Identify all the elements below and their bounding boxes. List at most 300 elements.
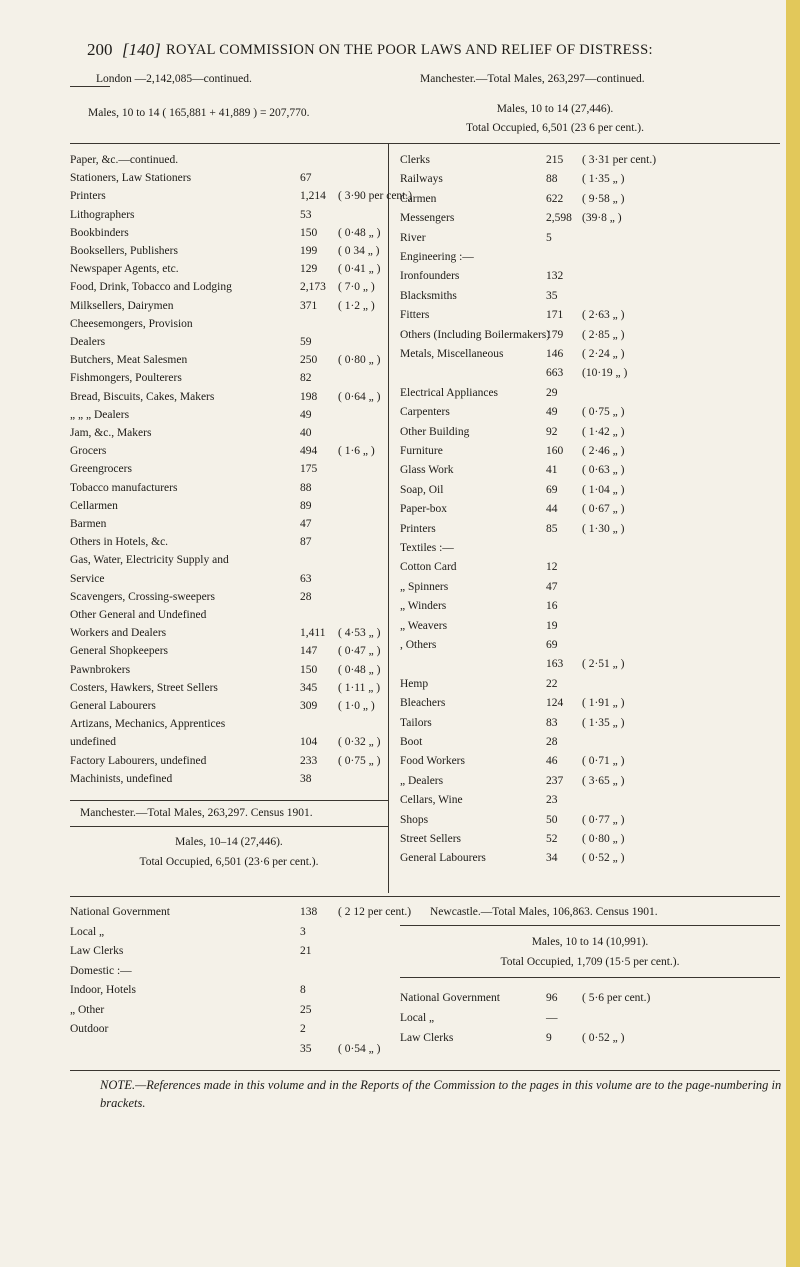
row-label: Ironfounders: [400, 270, 460, 283]
row-label: Pawnbrokers: [70, 663, 131, 676]
row-label: Paper-box: [400, 503, 448, 516]
row-label: Cellars, Wine: [400, 794, 463, 807]
row-count: 28: [300, 590, 312, 603]
table-row: [400, 329, 780, 347]
row-label: Greengrocers: [70, 463, 132, 476]
table-row: [400, 697, 780, 715]
london-title: London —2,142,085—continued.: [96, 73, 252, 85]
row-count: 34: [546, 852, 558, 865]
table-row: [400, 775, 780, 793]
newcastle-occupied: Total Occupied, 1,709 (15·5 per cent.).: [500, 956, 680, 968]
row-count: 124: [546, 697, 564, 710]
table-row: [70, 172, 388, 190]
table-row: [70, 554, 388, 572]
table-row: [400, 290, 780, 308]
table-row: [70, 965, 388, 983]
table-row: [400, 992, 780, 1010]
row-label: Bleachers: [400, 697, 446, 710]
table-row: [400, 503, 780, 521]
row-percentage: ( 1·42 „ ): [582, 425, 625, 438]
row-percentage: ( 3·31 per cent.): [582, 154, 657, 166]
table-row: [70, 1023, 388, 1041]
table-row: [70, 190, 413, 208]
row-percentage: ( 3·65 „ ): [582, 774, 625, 787]
row-label: , Others: [400, 639, 437, 651]
row-count: 23: [546, 794, 558, 807]
row-label: Other Building: [400, 425, 470, 438]
row-count: 29: [546, 386, 558, 399]
row-label: Service: [70, 572, 105, 585]
row-count: 44: [546, 503, 558, 516]
london-males: Males, 10 to 14 ( 165,881 + 41,889 ) = 207,770.: [88, 107, 310, 119]
row-label: Hemp: [400, 677, 429, 690]
row-percentage: ( 5·6 per cent.): [582, 992, 651, 1004]
row-label: Lithographers: [70, 208, 135, 221]
table-row: [70, 445, 388, 463]
row-percentage: ( 0 34 „ ): [338, 245, 380, 257]
table-row: [70, 482, 388, 500]
row-count: 19: [546, 619, 558, 632]
row-percentage: ( 1·35 „ ): [582, 173, 625, 186]
row-count: 21: [300, 945, 312, 957]
row-count: 85: [546, 522, 558, 535]
row-count: 150: [300, 663, 318, 676]
row-count: 2: [300, 1023, 306, 1035]
row-count: 67: [300, 172, 312, 185]
row-count: 35: [300, 1042, 312, 1055]
row-percentage: ( 2·46 „ ): [582, 445, 625, 457]
row-count: 49: [546, 406, 558, 419]
row-label: Butchers, Meat Salesmen: [70, 354, 188, 367]
row-count: 89: [300, 499, 312, 512]
footnote: NOTE.—References made in this volume and in the Reports of the Commission to the pages in this volume are to the page-numbering in brackets.: [100, 1078, 782, 1110]
row-label: Cotton Card: [400, 561, 457, 574]
row-count: 87: [300, 536, 312, 549]
row-count: 82: [300, 372, 312, 385]
manchester-continued-title: Manchester.—Total Males, 263,297—continued.: [420, 73, 645, 85]
row-label: Stationers, Law Stationers: [70, 172, 192, 185]
table-row: [400, 814, 780, 832]
table-row: [400, 717, 780, 735]
row-label: Blacksmiths: [400, 289, 457, 302]
row-count: —: [546, 1012, 558, 1024]
row-label: Law Clerks: [70, 945, 124, 957]
row-count: 63: [300, 572, 312, 585]
row-label: Carmen: [400, 192, 437, 205]
table-row: [70, 209, 388, 227]
row-percentage: ( 0·41 „ ): [338, 263, 381, 276]
row-count: 1,411: [300, 627, 326, 640]
table-row: [70, 372, 388, 390]
table-row: [70, 1004, 388, 1022]
table-row: [70, 682, 388, 700]
table-row: [400, 193, 780, 211]
row-percentage: (10·19 „ ): [582, 367, 628, 380]
row-label: Artizans, Mechanics, Apprentices: [70, 718, 226, 731]
table-row: [70, 227, 388, 245]
table-row: [400, 678, 780, 696]
table-row: [70, 700, 388, 718]
manchester-census-occupied: Total Occupied, 6,501 (23·6 per cent.).: [139, 856, 319, 868]
table-row: [70, 427, 388, 445]
row-label: Printers: [70, 190, 106, 203]
row-percentage: ( 0·32 „ ): [338, 736, 381, 749]
table-row: [400, 348, 780, 366]
row-label: General Labourers: [400, 852, 486, 865]
row-label: Railways: [400, 173, 443, 186]
row-count: 215: [546, 154, 564, 166]
row-label: „ Dealers: [400, 774, 444, 787]
row-percentage: ( 1·0 „ ): [338, 700, 375, 712]
row-label: Textiles :—: [400, 542, 454, 554]
row-percentage: ( 1·2 „ ): [338, 299, 375, 312]
row-label: Others (Including Boilermakers): [400, 328, 551, 341]
row-count: 47: [546, 580, 558, 593]
row-percentage: ( 1·11 „ ): [338, 681, 381, 694]
row-count: 92: [546, 425, 558, 438]
table-row: [400, 387, 780, 405]
row-count: 2,173: [300, 281, 326, 294]
row-percentage: ( 0·77 „ ): [582, 813, 625, 826]
row-percentage: ( 0·75 „ ): [582, 406, 625, 419]
row-label: Engineering :—: [400, 251, 474, 263]
row-count: 233: [300, 754, 318, 767]
table-row: [70, 500, 388, 518]
row-count: 41: [546, 464, 558, 477]
row-label: Milksellers, Dairymen: [70, 299, 174, 312]
table-row: [400, 639, 780, 657]
row-percentage: ( 0·48 „ ): [338, 663, 381, 676]
row-label: undefined: [70, 736, 116, 749]
table-row: [400, 523, 780, 541]
row-count: 1,214: [300, 190, 326, 203]
table-row: [400, 232, 780, 250]
row-percentage: ( 4·53 „ ): [338, 627, 381, 640]
row-percentage: ( 0·67 „ ): [582, 503, 625, 516]
row-label: Other General and Undefined: [70, 609, 207, 621]
row-count: 47: [300, 518, 312, 530]
row-label: „ Spinners: [400, 580, 449, 593]
row-count: 3: [300, 925, 306, 938]
row-label: Tobacco manufacturers: [70, 481, 178, 494]
table-row: [70, 627, 388, 645]
row-percentage: ( 1·6 „ ): [338, 445, 375, 458]
row-count: 104: [300, 736, 318, 749]
row-percentage: ( 0·71 „ ): [582, 755, 625, 768]
table-row: [400, 251, 780, 269]
lower-rule: [70, 896, 780, 897]
table-row: [400, 600, 780, 618]
table-row: [70, 518, 388, 536]
row-label: Scavengers, Crossing-sweepers: [70, 590, 215, 603]
row-label: Jam, &c., Makers: [70, 427, 152, 439]
row-percentage: ( 1·30 „ ): [582, 522, 625, 535]
row-count: 53: [300, 208, 312, 221]
row-count: 46: [546, 755, 558, 768]
row-count: 12: [546, 561, 558, 574]
row-label: Workers and Dealers: [70, 627, 167, 640]
row-label: Tailors: [400, 716, 432, 729]
row-label: Boot: [400, 736, 423, 748]
table-row: [70, 409, 388, 427]
row-percentage: ( 0·47 „ ): [338, 645, 381, 658]
row-count: 371: [300, 299, 318, 312]
row-label: Domestic :—: [70, 964, 132, 977]
row-count: 16: [546, 600, 558, 613]
row-percentage: ( 0·52 „ ): [582, 852, 625, 865]
row-label: General Shopkeepers: [70, 645, 169, 658]
row-percentage: (39·8 „ ): [582, 212, 622, 225]
row-label: General Labourers: [70, 700, 156, 712]
table-row: [400, 426, 780, 444]
row-count: 40: [300, 427, 312, 439]
row-label: Food Workers: [400, 755, 465, 768]
row-label: Messengers: [400, 212, 455, 225]
table-row: [400, 794, 780, 812]
row-label: Dealers: [70, 336, 106, 348]
bottom-rule: [70, 1070, 780, 1071]
row-label: Machinists, undefined: [70, 772, 173, 785]
table-row: [400, 1032, 780, 1050]
row-count: 5: [546, 231, 552, 244]
table-row: [400, 270, 780, 288]
header-rule: [70, 86, 110, 87]
row-count: 129: [300, 263, 318, 276]
row-label: Local „: [70, 925, 105, 938]
row-percentage: ( 2·63 „ ): [582, 309, 625, 322]
row-count: 2,598: [546, 212, 572, 225]
table-row: [400, 173, 780, 191]
row-percentage: ( 1·35 „ ): [582, 716, 625, 729]
row-count: 22: [546, 677, 558, 690]
row-label: Barmen: [70, 518, 107, 530]
row-label: „ Winders: [400, 600, 447, 613]
row-label: Shops: [400, 813, 429, 826]
table-row: [400, 1012, 780, 1030]
mid-rule-2: [70, 826, 388, 827]
row-percentage: ( 9·58 „ ): [582, 192, 625, 205]
row-label: Food, Drink, Tobacco and Lodging: [70, 281, 232, 294]
table-row: [400, 212, 780, 230]
row-count: 83: [546, 716, 558, 729]
row-label: „ „ „ Dealers: [70, 408, 130, 421]
row-percentage: ( 0·75 „ ): [338, 754, 381, 767]
row-count: 132: [546, 270, 564, 283]
mid-rule: [70, 800, 388, 801]
row-count: 8: [300, 984, 306, 996]
row-percentage: ( 2·51 „ ): [582, 658, 625, 671]
table-row: [70, 154, 388, 172]
row-label: „ Weavers: [400, 619, 448, 632]
row-count: 198: [300, 390, 318, 403]
table-row: [400, 542, 780, 560]
row-label: Fishmongers, Poulterers: [70, 372, 182, 385]
row-label: Booksellers, Publishers: [70, 245, 178, 257]
newcastle-rule-2: [400, 977, 780, 978]
row-count: 171: [546, 309, 564, 322]
row-count: 175: [300, 463, 318, 476]
row-count: 309: [300, 700, 318, 712]
row-label: Bread, Biscuits, Cakes, Makers: [70, 390, 215, 403]
row-percentage: ( 7·0 „ ): [338, 281, 375, 294]
row-label: National Government: [70, 906, 170, 918]
table-row: [70, 463, 388, 481]
table-row: [400, 445, 780, 463]
table-row: [70, 645, 388, 663]
row-label: Furniture: [400, 445, 443, 457]
row-count: 49: [300, 408, 312, 421]
row-label: Bookbinders: [70, 226, 129, 239]
table-row: [70, 755, 388, 773]
row-count: 663: [546, 367, 564, 380]
row-count: 494: [300, 445, 318, 458]
row-percentage: ( 1·04 „ ): [582, 483, 625, 496]
row-count: 69: [546, 639, 558, 651]
row-count: 138: [300, 906, 318, 918]
table-row: [400, 464, 780, 482]
row-count: 622: [546, 192, 564, 205]
column-divider: [388, 143, 389, 893]
row-count: 69: [546, 483, 558, 496]
table-row: [70, 318, 388, 336]
table-row: [70, 573, 388, 591]
table-row: [400, 658, 780, 676]
table-row: [400, 581, 780, 599]
table-row: [70, 336, 388, 354]
table-row: [400, 736, 780, 754]
row-percentage: ( 1·91 „ ): [582, 697, 625, 710]
row-percentage: ( 2 12 per cent.): [338, 906, 412, 918]
row-count: 250: [300, 354, 318, 367]
row-label: Grocers: [70, 445, 107, 458]
table-row: [400, 309, 780, 327]
row-count: 147: [300, 645, 318, 658]
newcastle-males: Males, 10 to 14 (10,991).: [531, 936, 649, 948]
table-row: [70, 736, 388, 754]
row-percentage: ( 3·90 per cent.): [338, 190, 413, 203]
table-row: [400, 367, 780, 385]
row-label: Carpenters: [400, 406, 450, 419]
row-count: 146: [546, 348, 564, 360]
table-row: [70, 664, 388, 682]
running-title: ROYAL COMMISSION ON THE POOR LAWS AND RELIEF OF DISTRESS:: [166, 42, 653, 58]
table-row: [400, 154, 780, 172]
row-percentage: ( 0·48 „ ): [338, 226, 381, 239]
row-label: Gas, Water, Electricity Supply and: [70, 554, 229, 567]
table-row: [70, 245, 388, 263]
table-row: [400, 833, 780, 851]
row-count: 28: [546, 736, 558, 748]
row-count: 59: [300, 336, 312, 348]
table-row: [400, 561, 780, 579]
row-count: 199: [300, 245, 318, 257]
table-row: [70, 984, 388, 1002]
row-count: 160: [546, 445, 564, 457]
newcastle-rule: [400, 925, 780, 926]
row-percentage: ( 2·24 „ ): [582, 348, 625, 360]
table-row: [70, 773, 388, 791]
table-row: [70, 718, 388, 736]
row-percentage: ( 0·52 „ ): [582, 1032, 625, 1044]
newcastle-title: Newcastle.—Total Males, 106,863. Census 1901.: [430, 906, 658, 918]
row-percentage: ( 0·64 „ ): [338, 390, 381, 403]
row-label: Cheesemongers, Provision: [70, 317, 193, 330]
row-label: Soap, Oil: [400, 483, 444, 496]
page-reference: [140]: [122, 40, 161, 59]
row-count: 88: [300, 481, 312, 494]
table-row: [70, 263, 388, 281]
row-label: „ Other: [70, 1003, 105, 1016]
row-label: National Government: [400, 992, 500, 1004]
table-row: [400, 406, 780, 424]
row-label: Indoor, Hotels: [70, 984, 136, 996]
row-label: Paper, &c.—continued.: [70, 154, 179, 166]
manchester-census-males: Males, 10–14 (27,446).: [175, 836, 283, 848]
row-count: 50: [546, 813, 558, 826]
row-percentage: ( 0·80 „ ): [338, 354, 381, 367]
manchester-males-line: Males, 10 to 14 (27,446).: [496, 103, 614, 115]
row-label: Printers: [400, 522, 436, 535]
table-row: [70, 354, 388, 372]
row-label: Glass Work: [400, 464, 454, 477]
table-row: [400, 484, 780, 502]
row-label: Electrical Appliances: [400, 386, 499, 399]
row-percentage: ( 0·80 „ ): [582, 833, 625, 845]
table-row: [70, 906, 412, 924]
row-label: River: [400, 231, 426, 244]
row-percentage: ( 0·54 „ ): [338, 1042, 381, 1055]
manchester-census-title: Manchester.—Total Males, 263,297. Census 1901.: [80, 807, 313, 819]
table-row: [70, 591, 388, 609]
table-row: [400, 755, 780, 773]
table-row: [70, 300, 388, 318]
table-row: [70, 281, 388, 299]
table-row: [400, 620, 780, 638]
row-count: 38: [300, 772, 312, 785]
row-label: Factory Labourers, undefined: [70, 754, 207, 767]
row-label: Metals, Miscellaneous: [400, 348, 504, 360]
row-label: Costers, Hawkers, Street Sellers: [70, 681, 218, 694]
row-label: Local „: [400, 1012, 435, 1024]
manchester-occupied-line: Total Occupied, 6,501 (23 6 per cent.).: [465, 122, 645, 134]
row-percentage: ( 2·85 „ ): [582, 328, 625, 341]
row-count: 163: [546, 658, 564, 671]
row-count: 179: [546, 328, 564, 341]
table-row: [400, 852, 780, 870]
row-count: 150: [300, 226, 318, 239]
table-row: [70, 609, 388, 627]
table-row: [70, 391, 388, 409]
row-count: 96: [546, 992, 558, 1004]
row-count: 88: [546, 173, 558, 186]
row-count: 9: [546, 1032, 552, 1044]
table-row: [70, 536, 388, 554]
row-count: 345: [300, 681, 318, 694]
row-label: Street Sellers: [400, 833, 461, 845]
row-count: 25: [300, 1003, 312, 1016]
table-row: [70, 1043, 388, 1061]
table-row: [70, 945, 388, 963]
row-label: Clerks: [400, 154, 431, 166]
page-number: 200: [87, 40, 113, 59]
row-label: Fitters: [400, 309, 430, 322]
top-rule: [70, 143, 780, 144]
row-label: Outdoor: [70, 1023, 109, 1035]
table-row: [70, 926, 388, 944]
row-label: Law Clerks: [400, 1032, 454, 1044]
row-count: 35: [546, 289, 558, 302]
row-label: Others in Hotels, &c.: [70, 536, 169, 549]
